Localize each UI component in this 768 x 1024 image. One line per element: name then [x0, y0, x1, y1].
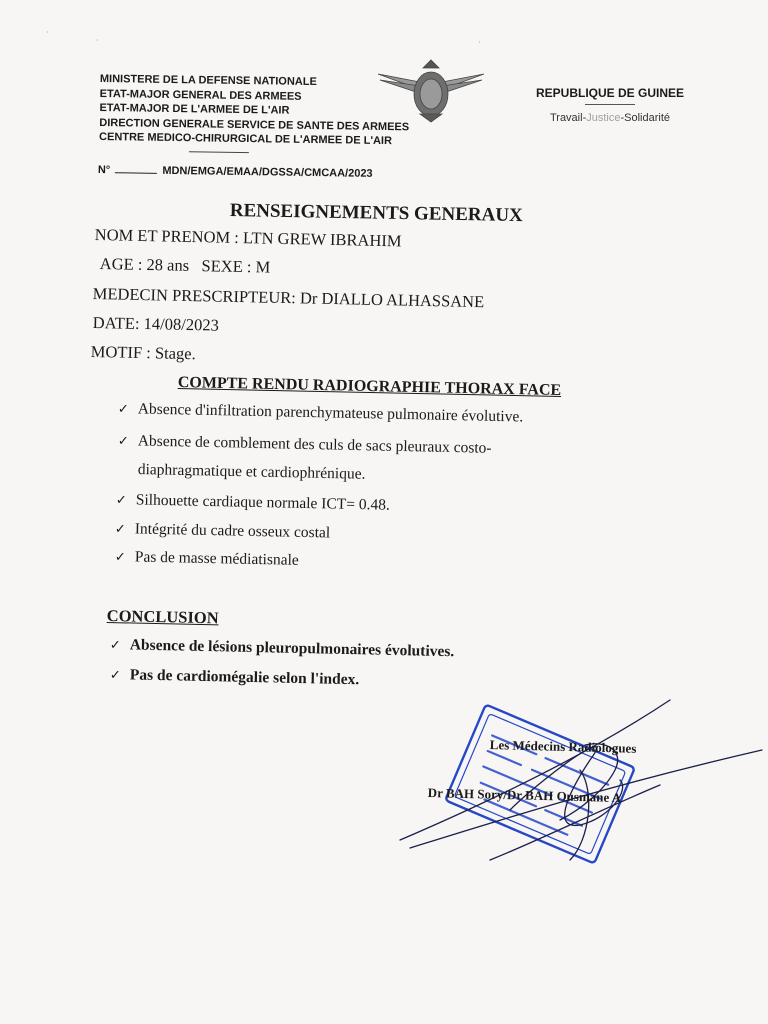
motto-solidarity: -Solidarité: [620, 112, 671, 124]
report-item: [118, 432, 492, 458]
report-item-text: Intégrité du cadre osseux costal: [134, 520, 331, 542]
air-force-emblem-icon: [376, 56, 486, 126]
prescribing-doctor: MEDECIN PRESCRIPTEUR: Dr DIALLO ALHASSANE: [92, 284, 485, 312]
motto-work: Travail-: [549, 112, 587, 124]
report-item-text: Absence de comblement des culs de sacs pleuraux costo-: [137, 432, 492, 457]
exam-reason: MOTIF : Stage.: [90, 342, 196, 364]
country-divider: [585, 104, 635, 105]
scan-speck: ·: [96, 36, 99, 45]
check-icon: ✓: [117, 401, 129, 418]
reference-prefix: N°: [97, 163, 111, 177]
header-line-ministry: MINISTERE DE LA DEFENSE NATIONALE: [99, 72, 317, 89]
republic-header: [520, 86, 700, 124]
header-line-medical-center: CENTRE MEDICO-CHIRURGICAL DE L'ARMEE DE L'AIR: [99, 130, 393, 148]
motto-justice: Justice: [586, 112, 621, 124]
check-icon: ✓: [109, 667, 121, 684]
report-item: [116, 491, 390, 515]
check-icon: ✓: [114, 549, 126, 566]
report-item-text: Pas de masse médiatisnale: [134, 548, 299, 569]
check-icon: ✓: [117, 433, 129, 450]
patient-name: NOM ET PRENOM : LTN GREW IBRAHIM: [94, 225, 402, 251]
conclusion-item: [110, 636, 455, 661]
report-item-text: Silhouette cardiaque normale ICT= 0.48.: [135, 491, 391, 514]
report-item: [118, 400, 524, 426]
page-title: RENSEIGNEMENTS GENERAUX: [229, 200, 523, 227]
check-icon: ✓: [109, 637, 121, 654]
signers-title: Les Médecins Radiologues: [489, 737, 637, 756]
header-line-health-direction: DIRECTION GENERALE SERVICE DE SANTE DES ARMEES: [99, 116, 410, 133]
check-icon: ✓: [115, 492, 127, 509]
exam-date: DATE: 14/08/2023: [92, 313, 220, 335]
reference-code: MDN/EMGA/EMAA/DGSSA/CMCAA/2023: [162, 164, 373, 180]
conclusion-item: [110, 666, 360, 689]
header-divider: [189, 151, 249, 153]
conclusion-item-text: Pas de cardiomégalie selon l'index.: [129, 666, 360, 689]
check-icon: ✓: [114, 521, 126, 538]
signers-names: Dr BAH Sory/Dr BAH Ousmane A: [427, 785, 622, 806]
scan-speck: ·: [478, 38, 481, 47]
scan-speck: ·: [46, 28, 49, 37]
report-item-text: Absence d'infiltration parenchymateuse pulmonaire évolutive.: [137, 400, 524, 426]
conclusion-item-text: Absence de lésions pleuropulmonaires évolutives.: [129, 636, 455, 661]
report-heading: COMPTE RENDU RADIOGRAPHIE THORAX FACE: [177, 374, 562, 400]
report-item-continuation: diaphragmatique et cardiophrénique.: [137, 461, 366, 483]
report-item: [115, 548, 299, 570]
report-item: [115, 520, 331, 543]
header-line-general-staff: ETAT-MAJOR GENERAL DES ARMEES: [99, 87, 302, 103]
country-name: REPUBLIQUE DE GUINEE: [535, 86, 685, 100]
reference-number: [98, 163, 373, 180]
header-line-air-force-staff: ETAT-MAJOR DE L'ARMEE DE L'AIR: [99, 101, 290, 117]
reference-blank: [115, 163, 157, 174]
conclusion-heading: CONCLUSION: [106, 606, 219, 628]
national-motto: [520, 112, 700, 124]
patient-age-sex: AGE : 28 ans SEXE : M: [99, 254, 271, 277]
